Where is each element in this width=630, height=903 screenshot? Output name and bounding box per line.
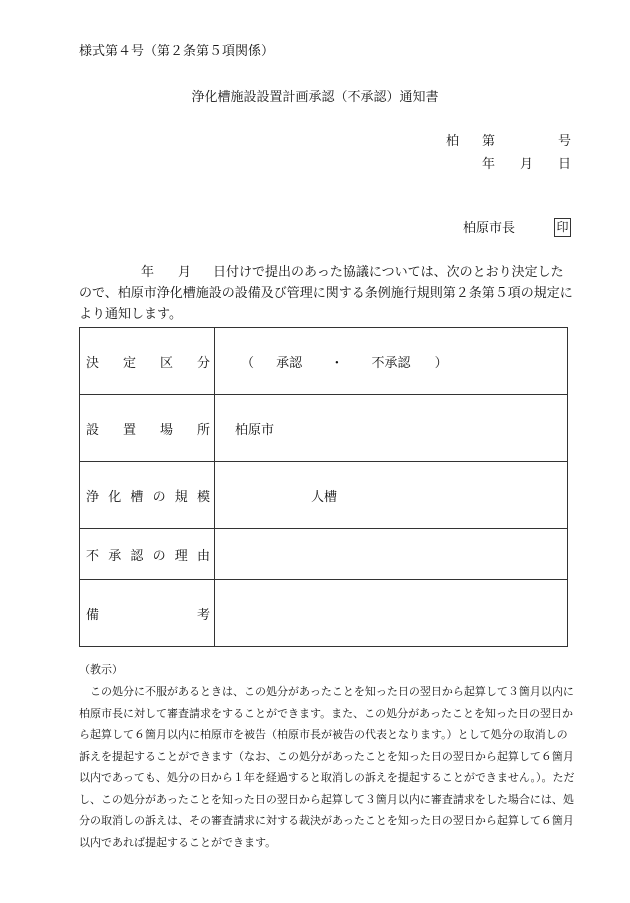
row-value [215, 529, 568, 580]
row-label: 備考 [80, 580, 215, 647]
row-value: 人槽 [215, 462, 568, 529]
table-row [80, 580, 568, 647]
body-month: 月 [178, 265, 192, 280]
notice-text: この処分に不服があるときは、この処分があったことを知った日の翌日から起算して３箇月以内に柏原市長に対して審査請求をすることができます。また、この処分があったことを知った日の翌日から起算して６箇月以内に柏原市を被告（柏原市長が被告の代表となります。）として処分の取消しの訴えを提起することができます（なお、この処分があったことを知った日の翌日から起算して６箇月以内であっても、処分の日から１年を経過すると取消しの訴えを提起することができません。）。ただし、この処分があったことを知った日の翌日から起算して３箇月以内に審査請求をした場合には、処分の取消しの訴えは、その審査請求に対する裁決があったことを知った日の翌日から起算して６箇月以内であれば提起することができます。 [79, 685, 575, 849]
table-row [80, 328, 568, 395]
row-label: 設置場所 [80, 395, 215, 462]
body-text: 日付けで提出のあった協議については、次のとおり決定したので、柏原市浄化槽施設の設備及び管理に関する条例施行規則第２条第５項の規定により通知します。 [79, 265, 573, 322]
date-day: 日 [558, 157, 572, 172]
date-month: 月 [520, 157, 534, 172]
ref-go: 号 [558, 134, 572, 149]
approve-option: 承認 [276, 355, 303, 371]
decision-table [79, 327, 568, 647]
row-value [215, 580, 568, 647]
notice-heading: （教示） [79, 663, 123, 676]
body-paragraph [79, 262, 574, 325]
seal-mark: 印 [554, 218, 571, 237]
row-label: 不承認の理由 [80, 529, 215, 580]
reject-option: 不承認 [371, 355, 411, 371]
date-year: 年 [482, 157, 496, 172]
ref-prefix: 柏 [446, 134, 460, 149]
body-year: 年 [141, 265, 155, 280]
decision-choice: （ 承認 ・ 不承認 ） [215, 328, 568, 395]
table-row [80, 395, 568, 462]
form-number: 様式第４号（第２条第５項関係） [79, 44, 275, 59]
row-label: 浄化槽の規模 [80, 462, 215, 529]
table-row [80, 529, 568, 580]
row-label: 決定区分 [80, 328, 215, 395]
ref-dai: 第 [482, 134, 496, 149]
table-row [80, 462, 568, 529]
row-value: 柏原市 [215, 395, 568, 462]
issuer-name: 柏原市長 [463, 221, 516, 236]
document-title: 浄化槽施設設置計画承認（不承認）通知書 [191, 90, 439, 105]
